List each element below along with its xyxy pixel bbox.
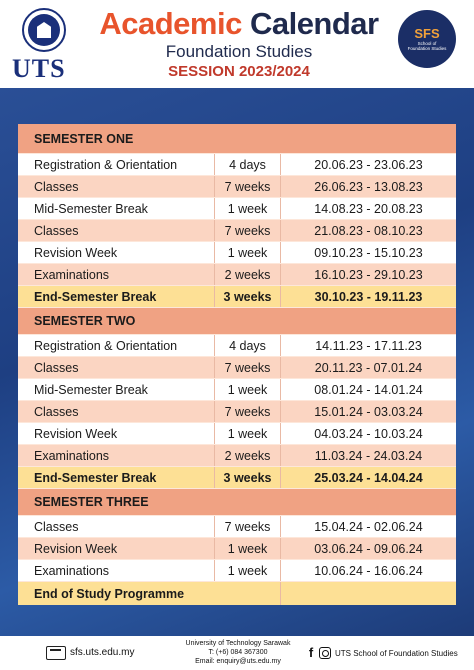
activity-cell: End of Study Programme <box>18 582 281 605</box>
activity-cell: Classes <box>18 357 215 378</box>
section-header-semester-one: SEMESTER ONE <box>18 124 456 153</box>
subtitle: Foundation Studies <box>165 42 313 61</box>
session-label: SESSION 2023/2024 <box>168 63 310 80</box>
dates-cell: 30.10.23 - 19.11.23 <box>281 286 456 307</box>
activity-cell: Classes <box>18 401 215 422</box>
facebook-icon[interactable]: f <box>308 645 314 660</box>
activity-cell: Revision Week <box>18 242 215 263</box>
dates-cell: 14.08.23 - 20.08.23 <box>281 198 456 219</box>
duration-cell: 3 weeks <box>215 467 281 488</box>
contact-block <box>168 639 308 666</box>
section-header-semester-two: SEMESTER TWO <box>18 308 456 334</box>
university-name: University of Technology Sarawak <box>185 640 291 647</box>
table-row <box>18 154 456 175</box>
activity-cell: Classes <box>18 176 215 197</box>
table-row <box>18 538 456 559</box>
duration-cell: 1 week <box>215 423 281 444</box>
table-row-highlight <box>18 286 456 307</box>
activity-cell: Classes <box>18 220 215 241</box>
duration-cell: 7 weeks <box>215 401 281 422</box>
duration-cell: 2 weeks <box>215 445 281 466</box>
duration-cell: 1 week <box>215 242 281 263</box>
activity-cell: Mid-Semester Break <box>18 379 215 400</box>
uts-logo: UTS <box>12 54 66 83</box>
activity-cell: End-Semester Break <box>18 467 215 488</box>
dates-cell: 09.10.23 - 15.10.23 <box>281 242 456 263</box>
activity-cell: Mid-Semester Break <box>18 198 215 219</box>
table-row <box>18 516 456 537</box>
university-seal-icon <box>22 8 66 52</box>
instagram-icon[interactable] <box>319 647 331 659</box>
duration-cell: 1 week <box>215 560 281 581</box>
table-row <box>18 198 456 219</box>
activity-cell: Revision Week <box>18 423 215 444</box>
duration-cell: 7 weeks <box>215 176 281 197</box>
phone-number: T: (+6) 084 367300 <box>208 649 268 656</box>
table-row <box>18 445 456 466</box>
activity-cell: End-Semester Break <box>18 286 215 307</box>
table-row <box>18 379 456 400</box>
duration-cell: 1 week <box>215 538 281 559</box>
table-row <box>18 357 456 378</box>
title-part-2: Calendar <box>249 6 379 41</box>
dates-cell: 10.06.24 - 16.06.24 <box>281 560 456 581</box>
activity-cell: Revision Week <box>18 538 215 559</box>
dates-cell: 25.03.24 - 14.04.24 <box>281 467 456 488</box>
header <box>0 0 474 88</box>
activity-cell: Examinations <box>18 560 215 581</box>
sfs-logo-name: School of Foundation Studies <box>407 41 447 51</box>
table-row <box>18 423 456 444</box>
dates-cell: 03.06.24 - 09.06.24 <box>281 538 456 559</box>
table-row <box>18 176 456 197</box>
social-block <box>306 646 458 660</box>
activity-cell: Registration & Orientation <box>18 154 215 175</box>
table-row <box>18 242 456 263</box>
dates-cell: 21.08.23 - 08.10.23 <box>281 220 456 241</box>
sfs-logo <box>398 10 456 68</box>
table-row <box>18 335 456 356</box>
calendar-table <box>18 124 456 605</box>
dates-cell: 11.03.24 - 24.03.24 <box>281 445 456 466</box>
email-address[interactable]: Email: enquiry@uts.edu.my <box>195 658 281 665</box>
dates-cell: 15.04.24 - 02.06.24 <box>281 516 456 537</box>
table-row <box>18 401 456 422</box>
dates-cell: 08.01.24 - 14.01.24 <box>281 379 456 400</box>
duration-cell: 7 weeks <box>215 516 281 537</box>
table-row <box>18 220 456 241</box>
dates-cell: 04.03.24 - 10.03.24 <box>281 423 456 444</box>
title-part-1: Academic <box>99 6 242 41</box>
table-row-highlight <box>18 582 456 605</box>
website-icon <box>46 646 66 660</box>
duration-cell: 4 days <box>215 335 281 356</box>
table-row <box>18 560 456 581</box>
activity-cell: Registration & Orientation <box>18 335 215 356</box>
dates-cell: 16.10.23 - 29.10.23 <box>281 264 456 285</box>
dates-cell: 15.01.24 - 03.03.24 <box>281 401 456 422</box>
table-row-highlight <box>18 467 456 488</box>
activity-cell: Examinations <box>18 445 215 466</box>
website-link[interactable]: sfs.uts.edu.my <box>70 647 135 658</box>
table-row <box>18 264 456 285</box>
dates-cell: 20.06.23 - 23.06.23 <box>281 154 456 175</box>
dates-cell: 14.11.23 - 17.11.23 <box>281 335 456 356</box>
dates-cell: 20.11.23 - 07.01.24 <box>281 357 456 378</box>
title-block <box>84 6 394 82</box>
sfs-logo-abbr: SFS <box>414 26 440 41</box>
duration-cell: 1 week <box>215 198 281 219</box>
activity-cell: Classes <box>18 516 215 537</box>
duration-cell: 4 days <box>215 154 281 175</box>
duration-cell: 2 weeks <box>215 264 281 285</box>
page-title <box>84 6 394 42</box>
social-handle[interactable]: UTS School of Foundation Studies <box>335 648 458 658</box>
activity-cell: Examinations <box>18 264 215 285</box>
dates-cell <box>281 582 456 605</box>
section-header-semester-three: SEMESTER THREE <box>18 489 456 515</box>
duration-cell: 1 week <box>215 379 281 400</box>
duration-cell: 7 weeks <box>215 357 281 378</box>
duration-cell: 7 weeks <box>215 220 281 241</box>
footer <box>0 636 474 670</box>
dates-cell: 26.06.23 - 13.08.23 <box>281 176 456 197</box>
duration-cell: 3 weeks <box>215 286 281 307</box>
